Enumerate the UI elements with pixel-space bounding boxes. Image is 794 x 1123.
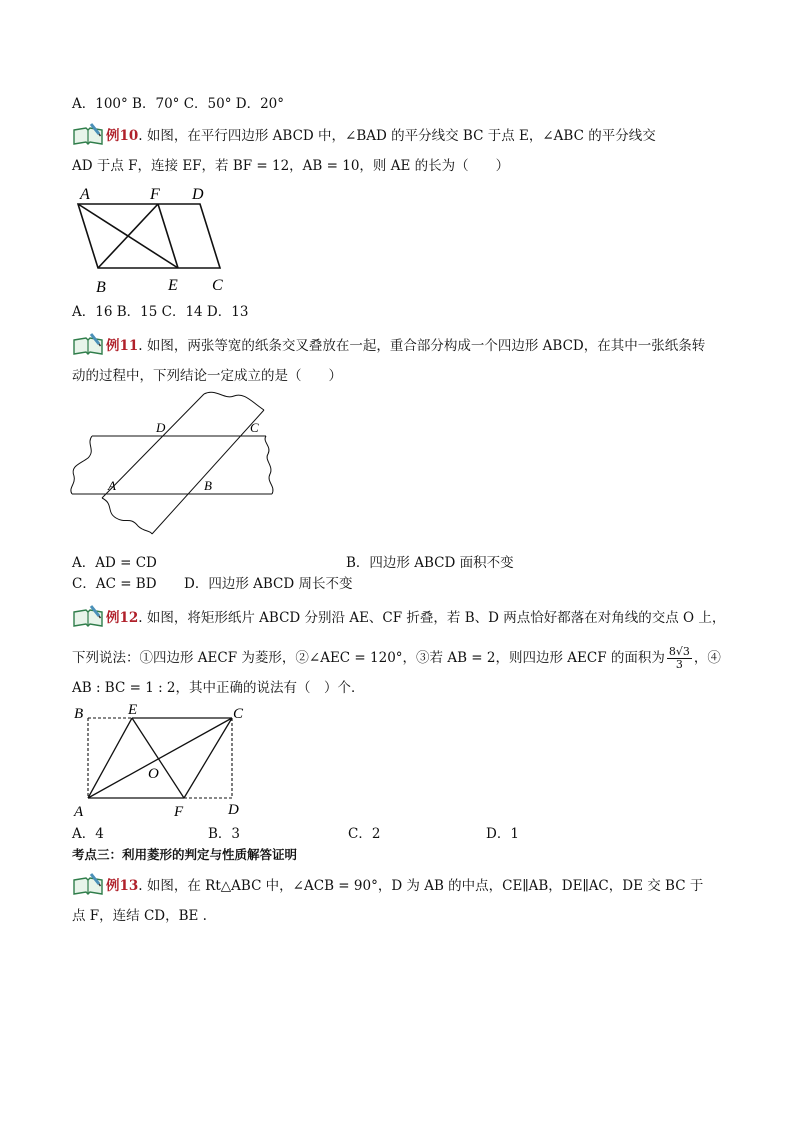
label-B: B: [204, 478, 212, 493]
label-E: E: [128, 702, 138, 718]
ex13-text1: . 如图，在 Rt△ABC 中，∠ACB = 90°，D 为 AB 的中点，CE∥AB，DE∥AC，DE 交 BC 于: [138, 878, 704, 894]
ex10-options: A．16 B．15 C．14 D．13: [72, 304, 249, 320]
ex12-line1: [72, 604, 725, 628]
label-A: A: [74, 804, 84, 820]
ex10-label: 例: [106, 128, 120, 143]
label-A: A: [80, 186, 90, 203]
ex12-text1: . 如图，将矩形纸片 ABCD 分别沿 AE、CF 折叠，若 B、D 两点恰好都落在对角线的交点 O 上，: [138, 610, 726, 626]
area-fraction: [667, 646, 692, 671]
ex13-label: 例: [106, 878, 120, 893]
ex11-optC: C．AC = BD: [72, 576, 157, 592]
ex11-line2: 动的过程中，下列结论一定成立的是（ ）: [72, 368, 342, 384]
book-pen-icon: [72, 604, 104, 628]
ex10-line2: AD 于点 F，连接 EF，若 BF = 12，AB = 10，则 AE 的长为（ ）: [72, 158, 510, 174]
ex12-optA: A．4: [72, 826, 104, 842]
ex10-num: 10: [119, 128, 139, 144]
ex12-text2a: 下列说法：①四边形 AECF 为菱形，②∠AEC = 120°，③若 AB = 2，则四边形 AECF 的面积为: [72, 650, 665, 666]
ex11-optD: D．四边形 ABCD 周长不变: [184, 576, 353, 592]
ex11-text1: . 如图，两张等宽的纸条交叉叠放在一起，重合部分构成一个四边形 ABCD，在其中一张纸条转: [138, 338, 706, 354]
ex12-optB: B．3: [208, 826, 241, 842]
book-pen-icon: [72, 332, 104, 356]
label-E: E: [168, 277, 178, 294]
fraction-denominator: 3: [675, 658, 683, 671]
label-C: C: [212, 277, 223, 294]
ex11-label: 例: [106, 338, 120, 353]
label-O: O: [148, 766, 159, 782]
label-B: B: [74, 706, 84, 722]
ex12-num: 12: [119, 610, 139, 626]
ex11-line1: [72, 332, 705, 356]
ex11-optA: A．AD = CD: [72, 555, 157, 571]
book-pen-icon: [72, 872, 104, 896]
ex12-text2b: ，④: [693, 650, 721, 666]
label-D: D: [228, 802, 239, 818]
ex12-figure: [70, 700, 250, 824]
label-A: A: [108, 478, 116, 493]
book-pen-icon: [72, 122, 104, 146]
ex12-label: 例: [106, 610, 120, 625]
ex10-figure: [70, 182, 240, 302]
label-B: B: [96, 279, 106, 296]
ex13-line2: 点 F，连结 CD，BE .: [72, 908, 207, 924]
label-C: C: [233, 706, 244, 722]
label-F: F: [174, 804, 184, 820]
ex10-text1: . 如图，在平行四边形 ABCD 中，∠BAD 的平分线交 BC 于点 E，∠ABC 的平分线交: [138, 128, 656, 144]
ex12-optC: C．2: [348, 826, 381, 842]
ex11-num: 11: [119, 338, 139, 354]
ex11-figure: [66, 386, 276, 558]
label-D: D: [192, 186, 204, 203]
section-heading: 考点三：利用菱形的判定与性质解答证明: [72, 847, 298, 862]
ex13-num: 13: [119, 878, 139, 894]
q9-options: A．100° B．70° C．50° D．20°: [72, 96, 284, 112]
ex12-optD: D．1: [486, 826, 519, 842]
fraction-numerator: 8√3: [668, 645, 690, 658]
label-D: D: [156, 420, 166, 435]
ex10-line1: [72, 122, 656, 146]
ex11-optB: B．四边形 ABCD 面积不变: [346, 555, 514, 571]
label-C: C: [250, 420, 259, 435]
ex13-line1: [72, 872, 703, 896]
label-F: F: [150, 186, 160, 203]
ex12-line2: [72, 646, 721, 671]
ex12-line3: AB : BC = 1 : 2，其中正确的说法有（ ）个．: [72, 680, 365, 696]
